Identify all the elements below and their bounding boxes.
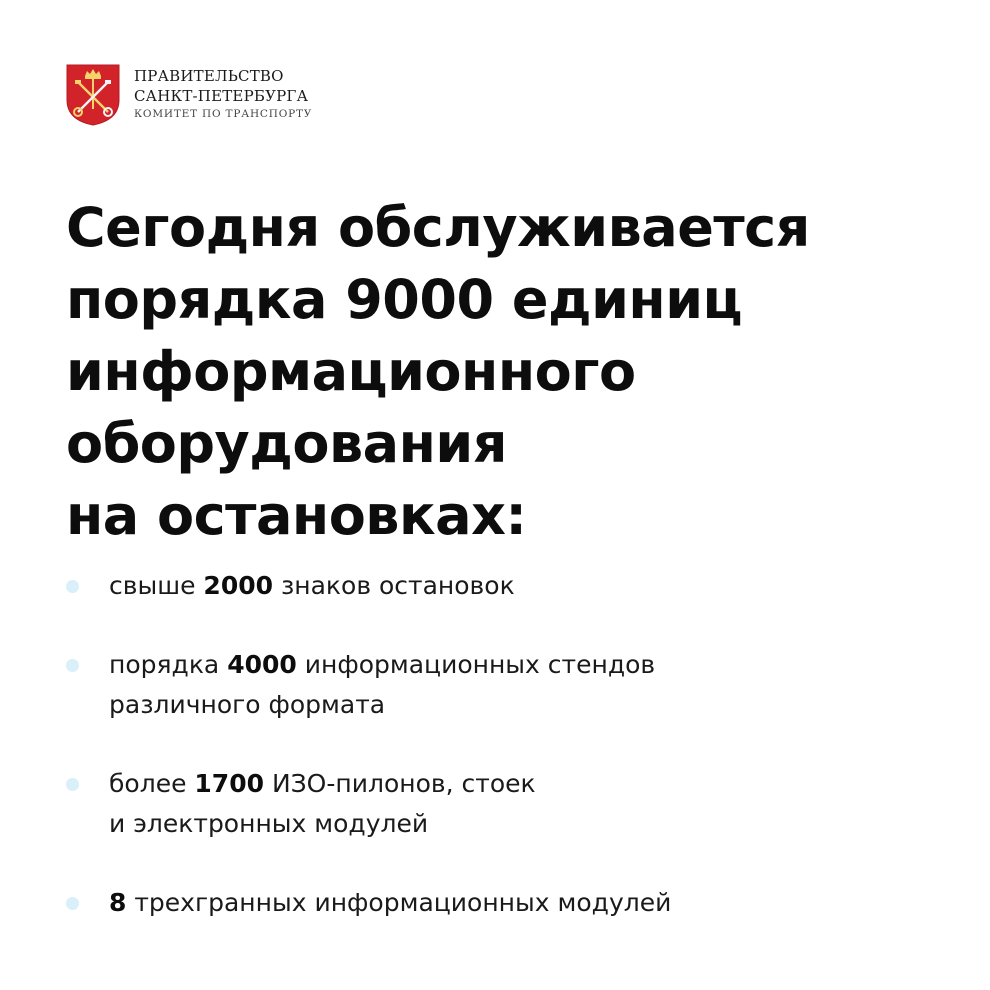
headline-line: оборудования — [66, 412, 507, 475]
org-line-1: ПРАВИТЕЛЬСТВО — [134, 67, 284, 85]
bullet-icon — [66, 580, 79, 593]
list-item — [66, 883, 946, 923]
item-number: 2000 — [203, 571, 274, 600]
item-line — [109, 764, 946, 804]
item-number: 4000 — [227, 650, 297, 679]
organization-name — [134, 64, 312, 122]
item-line-2: и электронных модулей — [109, 809, 429, 838]
item-line-2: различного формата — [109, 690, 386, 719]
list-item — [66, 764, 946, 844]
bullet-icon — [66, 897, 79, 910]
equipment-list — [66, 566, 946, 962]
item-line — [109, 883, 946, 923]
item-text: трехгранных информационных модулей — [126, 888, 672, 917]
header — [66, 64, 312, 126]
item-line — [109, 645, 946, 685]
headline-line: информационного — [66, 340, 636, 403]
list-item — [66, 645, 946, 725]
headline-line: на остановках: — [66, 484, 527, 547]
item-line — [109, 566, 946, 606]
org-line-2: САНКТ-ПЕТЕРБУРГА — [134, 87, 309, 105]
bullet-icon — [66, 659, 79, 672]
item-text: информационных стендов — [296, 650, 656, 679]
headline-line: порядка 9000 единиц — [66, 268, 743, 331]
item-number: 1700 — [194, 769, 264, 798]
item-text: порядка — [109, 650, 228, 679]
item-text: ИЗО-пилонов, стоек — [264, 769, 536, 798]
item-text: свыше — [109, 571, 204, 600]
item-text: знаков остановок — [273, 571, 515, 600]
coat-of-arms-icon — [66, 64, 120, 126]
bullet-icon — [66, 778, 79, 791]
headline — [66, 192, 946, 552]
headline-line: Сегодня обслуживается — [66, 196, 810, 259]
list-item — [66, 566, 946, 606]
item-number: 8 — [109, 888, 127, 917]
org-subtitle: КОМИТЕТ ПО ТРАНСПОРТУ — [134, 108, 313, 120]
item-text: более — [109, 769, 195, 798]
